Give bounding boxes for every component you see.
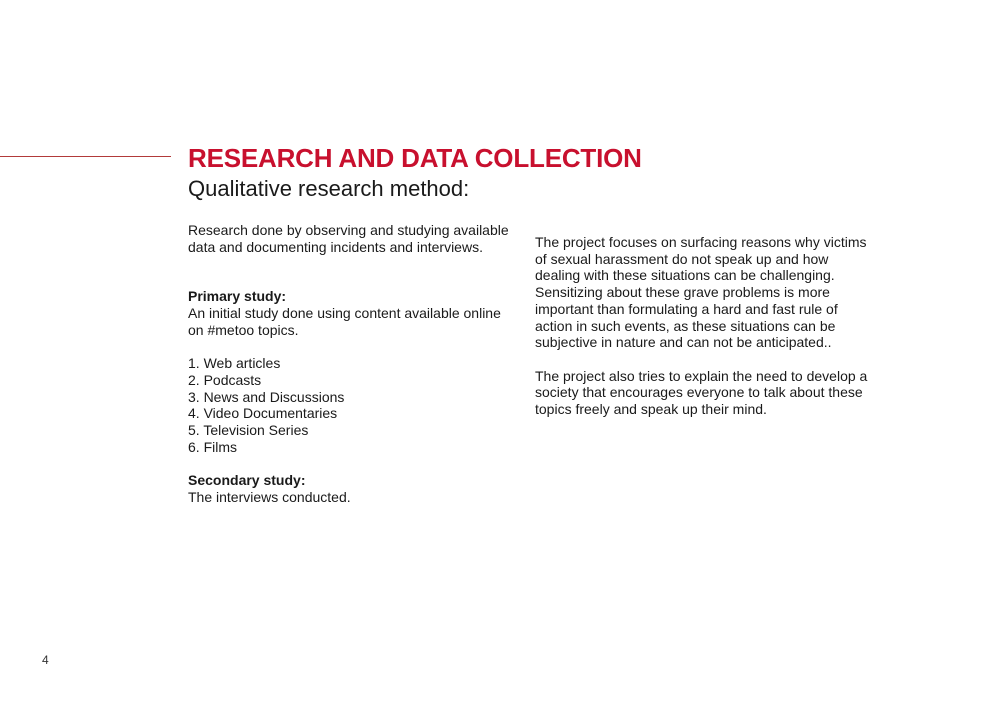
list-item: 4. Video Documentaries: [188, 405, 338, 422]
list-item: 3. News and Discussions: [188, 388, 345, 405]
secondary-study-heading: Secondary study:: [188, 472, 306, 489]
sources-list: [188, 355, 518, 455]
primary-study-heading: Primary study:: [188, 288, 287, 305]
left-column: [188, 222, 518, 506]
decorative-rule: [0, 156, 171, 157]
list-item: 6. Films: [188, 438, 237, 455]
page-subtitle: Qualitative research method:: [188, 176, 470, 201]
list-item: 5. Television Series: [188, 422, 309, 439]
secondary-study-text: The interviews conducted.: [188, 488, 351, 505]
primary-study-text: An initial study done using content available online on #metoo topics.: [188, 305, 501, 338]
page-number: 4: [42, 653, 49, 667]
project-focus-paragraph: The project focuses on surfacing reasons why victims of sexual harassment do not speak up and how dealing with these situations can be challenging. Sensitizing about these grave problems is more important than formulating a hard and fast rule of action in such events, as these situations can be subjective in nature and can not be anticipated..: [535, 234, 867, 351]
list-item: 1. Web articles: [188, 355, 281, 372]
right-column: [535, 234, 870, 418]
list-item: 2. Podcasts: [188, 371, 262, 388]
page-title: RESEARCH AND DATA COLLECTION: [188, 143, 642, 173]
project-society-paragraph: The project also tries to explain the need to develop a society that encourages everyone to talk about these topics freely and speak up their mind.: [535, 367, 868, 418]
intro-paragraph: Research done by observing and studying available data and documenting incidents and interviews.: [188, 222, 509, 255]
